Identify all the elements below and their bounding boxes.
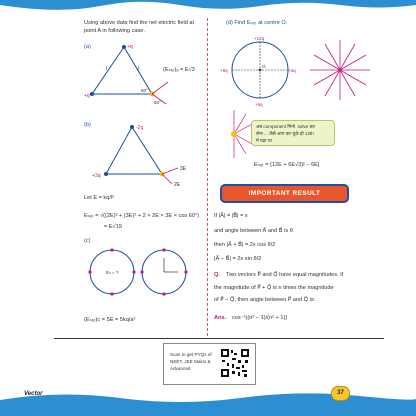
- svg-text:+3q: +3q: [92, 173, 101, 179]
- qr-line-3: Advanced: [170, 366, 191, 371]
- svg-text:l: l: [138, 66, 140, 72]
- part-b-label: (b): [84, 122, 91, 128]
- svg-text:+12q: +12q: [254, 36, 265, 41]
- result-line-1: If |A⃗| = |B⃗| = x: [214, 213, 248, 219]
- svg-text:60°: 60°: [154, 100, 161, 105]
- svg-text:+6q: +6q: [255, 102, 263, 107]
- qr-line-2: NEET, JEE Mains &: [170, 359, 211, 364]
- question-text-2: the magnitude of P⃗ + Q⃗ is n times the magnitude: [214, 285, 334, 291]
- note-line-1: अब component गिनो ‍‍ solve कर: [256, 124, 315, 129]
- svg-text:O: O: [262, 64, 266, 69]
- svg-text:3E: 3E: [180, 166, 187, 172]
- bottom-wave-border: [0, 386, 416, 416]
- part-a-label: (a): [84, 44, 91, 50]
- svg-text:-2q: -2q: [136, 125, 144, 131]
- important-result-banner: [222, 186, 347, 201]
- svg-text:2E: 2E: [174, 182, 181, 188]
- svg-text:+q: +q: [127, 44, 133, 50]
- chapter-name: Vector: [24, 391, 43, 397]
- svg-text:l: l: [106, 66, 108, 72]
- section-divider: [54, 338, 384, 339]
- field-star-diagram: [308, 38, 378, 108]
- svg-text:+3q: +3q: [288, 68, 296, 73]
- answer-text: cos⁻¹((n² − 1)/(n² + 1)): [232, 315, 288, 321]
- enet-final: Eₙₑₜ = (12E + 6E√3)î − 6Eĵ: [254, 162, 320, 168]
- enet-formula: Eₙₑₜ = √((2E)² + (3E)² + 2 × 2E × 3E × cos 60°): [84, 213, 200, 219]
- clock-charge-diagram: [222, 32, 302, 112]
- note-line-2: लेना ... जैसे आप कर चुके हो 12th: [256, 131, 314, 136]
- svg-text:+9q: +9q: [220, 68, 228, 73]
- note-line-3: में पढ़ा था: [256, 138, 272, 143]
- top-wave-border: [0, 0, 416, 14]
- circle-diagram-c: [84, 244, 204, 314]
- answer-label: Ans.: [214, 315, 227, 321]
- let-e-text: Let E = kq/l²: [84, 195, 115, 201]
- part-c-result: (Eₙₑₜ)c = 5E = 5kq/a²: [84, 317, 136, 323]
- banner-title: IMPORTANT RESULT: [248, 190, 321, 197]
- svg-text:60°: 60°: [141, 88, 148, 93]
- qr-promo-box[interactable]: [163, 343, 256, 385]
- field-fan-diagram: [214, 106, 254, 166]
- intro-text-2: point A in following case.: [84, 28, 145, 34]
- enet-value: = E√19: [104, 224, 122, 230]
- triangle-diagram-a: [84, 42, 194, 112]
- triangle-diagram-b: [92, 122, 210, 188]
- part-a-result: (Eₙₑₜ)ₐ = E√3: [163, 67, 195, 73]
- svg-text:Eₙ = ?: Eₙ = ?: [106, 270, 119, 275]
- result-line-3: then |A⃗ + B⃗| = 2x cos θ/2: [214, 242, 276, 248]
- page-number-badge: 37: [331, 386, 350, 401]
- qr-code-icon[interactable]: [220, 348, 250, 378]
- svg-text:+q: +q: [84, 93, 90, 99]
- part-d-label: (d) Find Eₙₑₜ at centre O.: [226, 20, 288, 26]
- qr-line-1: Scan to get PYQs of: [170, 352, 212, 357]
- result-line-2: and angle between A⃗ and B⃗ is θ: [214, 228, 293, 234]
- intro-text: Using above data find the net electric field at: [84, 20, 195, 26]
- question-label: Q.: [214, 272, 220, 278]
- part-c-label: (c): [84, 238, 91, 244]
- question-text-1: Two vectors P⃗ and Q⃗ have equal magnitudes. If: [226, 272, 344, 278]
- question-text-3: of P⃗ − Q⃗, then angle between P⃗ and Q⃗ is:: [214, 297, 316, 303]
- result-line-4: |A⃗ − B⃗| = 2x sin θ/2: [214, 256, 262, 262]
- hindi-note-box: [251, 120, 335, 146]
